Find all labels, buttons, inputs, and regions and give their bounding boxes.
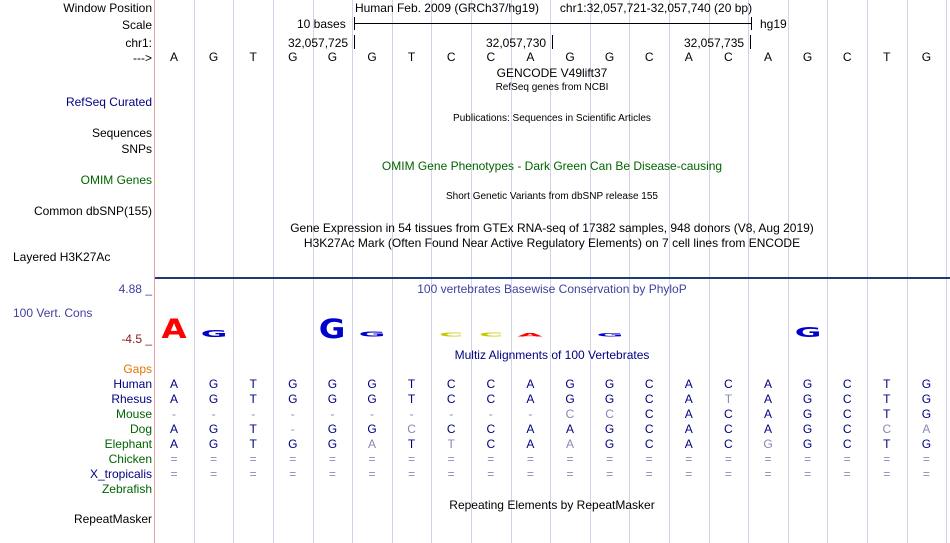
grid-line (233, 0, 234, 543)
alignment-base: - (290, 422, 295, 436)
grid-line (946, 0, 947, 543)
alignment-base: G (327, 392, 338, 406)
alignment-base: = (566, 452, 574, 466)
alignment-base: G (604, 437, 615, 451)
alignment-base: A (169, 437, 178, 451)
snps-label[interactable]: SNPs (121, 142, 152, 156)
alignment-base: A (169, 392, 178, 406)
base-letter: C (842, 50, 852, 64)
alignment-base: = (328, 452, 336, 466)
alignment-base: G (604, 392, 615, 406)
alignment-base: = (408, 452, 416, 466)
alignment-base: G (288, 377, 298, 391)
alignment-base: C (724, 437, 733, 451)
grid-line (709, 0, 710, 543)
grid-line (273, 0, 274, 543)
species-label[interactable]: Human (113, 377, 152, 391)
alignment-base: = (487, 452, 495, 466)
phylop-min-label: -4.5 _ (121, 332, 152, 346)
alignment-base: G (802, 392, 813, 406)
grid-line (907, 0, 908, 543)
scale-bar-line (354, 23, 751, 24)
grid-line (867, 0, 868, 543)
alignment-base: = (724, 467, 732, 481)
alignment-base: A (763, 422, 772, 436)
alignment-base: = (447, 467, 455, 481)
alignment-base: G (208, 437, 219, 451)
alignment-base: A (684, 407, 693, 421)
alignment-base: = (526, 452, 534, 466)
alignment-base: C (842, 392, 852, 406)
base-letter: A (526, 50, 535, 64)
base-letter: C (446, 50, 456, 64)
alignment-base: C (486, 422, 496, 436)
alignment-base: A (684, 377, 693, 391)
scale-bar-text: 10 bases (297, 17, 346, 31)
alignment-base: A (922, 422, 931, 436)
base-letter: C (644, 50, 654, 64)
alignment-base: = (487, 467, 495, 481)
alignment-base: C (724, 377, 733, 391)
h3k27ac-track-title[interactable]: H3K27Ac Mark (Often Found Near Active Regulatory Elements) on 7 cell lines from ENCODE (303, 236, 801, 250)
alignment-base: A (526, 392, 535, 406)
alignment-base: T (407, 377, 416, 391)
gencode-track-title[interactable]: GENCODE V49lift37 (496, 66, 608, 80)
base-letter: T (883, 50, 891, 64)
alignment-base: G (327, 377, 338, 391)
species-label[interactable]: Elephant (104, 437, 152, 451)
alignment-base: = (210, 452, 218, 466)
base-letter: G (921, 50, 932, 64)
db-label: hg19 (760, 17, 787, 31)
alignment-base: T (883, 437, 891, 451)
coord-tick (552, 35, 553, 49)
multiz-track-title[interactable]: Multiz Alignments of 100 Vertebrates (454, 348, 650, 362)
logo-letter: A (517, 332, 543, 338)
strand-arrow-label[interactable]: ---> (133, 51, 152, 65)
base-letter: G (604, 50, 615, 64)
alignment-base: = (685, 452, 693, 466)
alignment-base: = (447, 452, 455, 466)
coord-label: 32,057,730 (486, 36, 547, 50)
coord-tick (750, 35, 751, 49)
grid-line (788, 0, 789, 543)
alignment-base: C (565, 407, 575, 421)
alignment-base: = (645, 467, 653, 481)
h3k27ac-label[interactable]: Layered H3K27Ac (13, 250, 111, 264)
alignment-base: = (606, 452, 614, 466)
alignment-base: C (486, 392, 496, 406)
base-letter: A (684, 50, 693, 64)
sequences-label[interactable]: Sequences (91, 126, 152, 140)
alignment-base: C (724, 407, 733, 421)
alignment-base: A (763, 407, 772, 421)
left-border (154, 0, 155, 543)
alignment-base: C (842, 407, 852, 421)
alignment-base: G (921, 377, 932, 391)
alignment-base: = (764, 452, 772, 466)
logo-letter: G (319, 313, 346, 345)
grid-line (392, 0, 393, 543)
alignment-base: = (408, 467, 416, 481)
alignment-base: = (764, 467, 772, 481)
alignment-base: = (368, 452, 376, 466)
alignment-base: T (249, 392, 257, 406)
alignment-base: T (883, 377, 891, 391)
alignment-base: = (922, 452, 930, 466)
repeatmasker-label[interactable]: RepeatMasker (73, 512, 152, 526)
alignment-base: G (367, 392, 377, 406)
omim-track-title[interactable]: OMIM Gene Phenotypes - Dark Green Can Be Disease-causing (381, 159, 723, 173)
coord-tick (354, 35, 355, 49)
base-letter: G (367, 50, 377, 64)
alignment-base: - (172, 407, 176, 421)
alignment-base: = (526, 467, 534, 481)
repeatmasker-track-title[interactable]: Repeating Elements by RepeatMasker (449, 498, 655, 512)
refseq-track-title[interactable]: RefSeq genes from NCBI (495, 82, 609, 93)
alignment-base: C (842, 437, 852, 451)
scale-label: Scale (121, 18, 152, 32)
species-label[interactable]: Mouse (115, 407, 152, 421)
grid-line (629, 0, 630, 543)
alignment-base: A (684, 422, 693, 436)
alignment-base: T (447, 437, 455, 451)
alignment-base: G (802, 377, 813, 391)
alignment-base: = (883, 452, 891, 466)
base-letter: G (208, 50, 219, 64)
alignment-base: A (526, 422, 535, 436)
alignment-base: C (407, 422, 416, 436)
alignment-base: = (804, 467, 812, 481)
logo-letter: G (200, 328, 227, 340)
phylop-track-title[interactable]: 100 vertebrates Basewise Conservation by PhyloP (417, 282, 687, 296)
alignment-base: A (367, 437, 376, 451)
alignment-base: G (921, 392, 932, 406)
position-readout: chr1:32,057,721-32,057,740 (20 bp) (559, 1, 753, 15)
alignment-base: G (565, 377, 575, 391)
alignment-base: T (407, 437, 416, 451)
refseq-label[interactable]: RefSeq Curated (65, 95, 152, 109)
alignment-base: - (290, 407, 295, 421)
base-letter: A (763, 50, 772, 64)
base-letter: C (724, 50, 733, 64)
alignment-base: G (208, 422, 219, 436)
grid-line (431, 0, 432, 543)
base-letter: T (407, 50, 416, 64)
alignment-base: - (370, 407, 374, 421)
alignment-base: = (289, 452, 297, 466)
logo-letter: C (439, 331, 464, 338)
base-letter: T (249, 50, 257, 64)
alignment-base: - (330, 407, 335, 421)
alignment-base: = (883, 467, 891, 481)
alignment-base: C (644, 407, 654, 421)
alignment-base: C (644, 437, 654, 451)
alignment-base: = (843, 467, 851, 481)
alignment-base: A (763, 377, 772, 391)
alignment-base: A (565, 437, 574, 451)
track-separator (155, 277, 950, 279)
alignment-base: - (211, 407, 216, 421)
scale-bar-right-tick (751, 17, 752, 30)
alignment-base: A (684, 392, 693, 406)
alignment-base: C (446, 392, 456, 406)
alignment-base: T (724, 392, 733, 406)
gaps-label[interactable]: Gaps (123, 362, 152, 376)
alignment-base: = (685, 467, 693, 481)
base-letter: C (486, 50, 496, 64)
alignment-base: T (883, 392, 891, 406)
alignment-base: G (327, 437, 338, 451)
alignment-base: A (169, 422, 178, 436)
alignment-base: G (802, 407, 813, 421)
grid-line (669, 0, 670, 543)
grid-line (194, 0, 195, 543)
alignment-base: G (604, 422, 615, 436)
alignment-base: A (684, 437, 693, 451)
coord-label: 32,057,735 (684, 36, 745, 50)
species-label[interactable]: Dog (129, 422, 152, 436)
alignment-base: C (644, 377, 654, 391)
alignment-base: = (249, 467, 257, 481)
alignment-base: G (208, 392, 219, 406)
alignment-base: G (367, 377, 377, 391)
alignment-base: = (566, 467, 574, 481)
logo-letter: G (794, 324, 821, 341)
chr-label: chr1: (125, 36, 152, 50)
base-letter: G (288, 50, 298, 64)
alignment-base: C (842, 422, 852, 436)
alignment-base: A (763, 392, 772, 406)
alignment-base: C (842, 377, 852, 391)
alignment-base: = (804, 452, 812, 466)
alignment-base: A (565, 422, 574, 436)
assembly-title: Human Feb. 2009 (GRCh37/hg19) (354, 1, 540, 15)
phylop-label[interactable]: 100 Vert. Cons (13, 306, 93, 320)
alignment-base: = (170, 467, 178, 481)
alignment-base: C (644, 422, 654, 436)
alignment-base: C (446, 377, 456, 391)
grid-line (352, 0, 353, 543)
omim-label[interactable]: OMIM Genes (80, 173, 152, 187)
grid-line (748, 0, 749, 543)
alignment-base: G (288, 392, 298, 406)
alignment-base: - (251, 407, 256, 421)
species-label[interactable]: Zebrafish (101, 482, 152, 496)
alignment-base: C (486, 437, 496, 451)
dbsnp-track-title[interactable]: Short Genetic Variants from dbSNP release 155 (446, 191, 658, 202)
alignment-base: C (486, 377, 496, 391)
base-letter: G (327, 50, 338, 64)
alignment-base: G (802, 422, 813, 436)
alignment-base: = (922, 467, 930, 481)
alignment-base: G (604, 377, 615, 391)
alignment-base: A (526, 437, 535, 451)
alignment-base: T (407, 392, 416, 406)
alignment-base: G (763, 437, 773, 451)
gtex-track-title[interactable]: Gene Expression in 54 tissues from GTEx RNA-seq of 17382 samples, 948 donors (V8, Aug 2019) (290, 221, 814, 235)
alignment-base: = (843, 452, 851, 466)
alignment-base: C (724, 422, 733, 436)
alignment-base: = (170, 452, 178, 466)
window-position-label: Window Position (63, 1, 152, 15)
alignment-base: G (921, 407, 932, 421)
base-letter: A (169, 50, 178, 64)
alignment-base: = (289, 467, 297, 481)
alignment-base: C (605, 407, 614, 421)
alignment-base: C (882, 422, 892, 436)
alignment-base: T (249, 377, 257, 391)
grid-line (827, 0, 828, 543)
base-letter: G (565, 50, 575, 64)
alignment-base: C (644, 392, 654, 406)
alignment-base: - (488, 407, 493, 421)
alignment-base: A (526, 377, 535, 391)
logo-letter: G (596, 332, 623, 338)
grid-line (471, 0, 472, 543)
alignment-base: A (169, 377, 178, 391)
alignment-base: = (210, 467, 218, 481)
alignment-base: = (249, 452, 257, 466)
alignment-base: - (528, 407, 533, 421)
alignment-base: = (328, 467, 336, 481)
alignment-base: - (409, 407, 414, 421)
species-label[interactable]: Chicken (108, 452, 152, 466)
logo-letter: A (161, 313, 187, 345)
alignment-base: = (606, 467, 614, 481)
alignment-base: = (368, 467, 376, 481)
grid-line (313, 0, 314, 543)
logo-letter: G (358, 330, 386, 339)
alignment-base: G (802, 437, 813, 451)
alignment-base: G (367, 422, 377, 436)
alignment-base: G (208, 377, 219, 391)
alignment-base: = (724, 452, 732, 466)
alignment-base: T (249, 422, 257, 436)
logo-letter: C (478, 331, 503, 338)
alignment-base: G (327, 422, 338, 436)
alignment-base: G (921, 437, 932, 451)
alignment-base: - (449, 407, 454, 421)
alignment-base: C (446, 422, 456, 436)
alignment-base: T (249, 437, 257, 451)
species-label[interactable]: X_tropicalis (89, 467, 152, 481)
coord-label: 32,057,725 (288, 36, 349, 50)
dbsnp-label[interactable]: Common dbSNP(155) (33, 204, 152, 218)
alignment-base: G (565, 392, 575, 406)
base-letter: G (802, 50, 813, 64)
publications-track-title[interactable]: Publications: Sequences in Scientific Articles (453, 113, 651, 124)
alignment-base: = (645, 452, 653, 466)
phylop-max-label: 4.88 _ (118, 282, 152, 296)
alignment-base: T (883, 407, 891, 421)
species-label[interactable]: Rhesus (111, 392, 152, 406)
alignment-base: G (288, 437, 298, 451)
